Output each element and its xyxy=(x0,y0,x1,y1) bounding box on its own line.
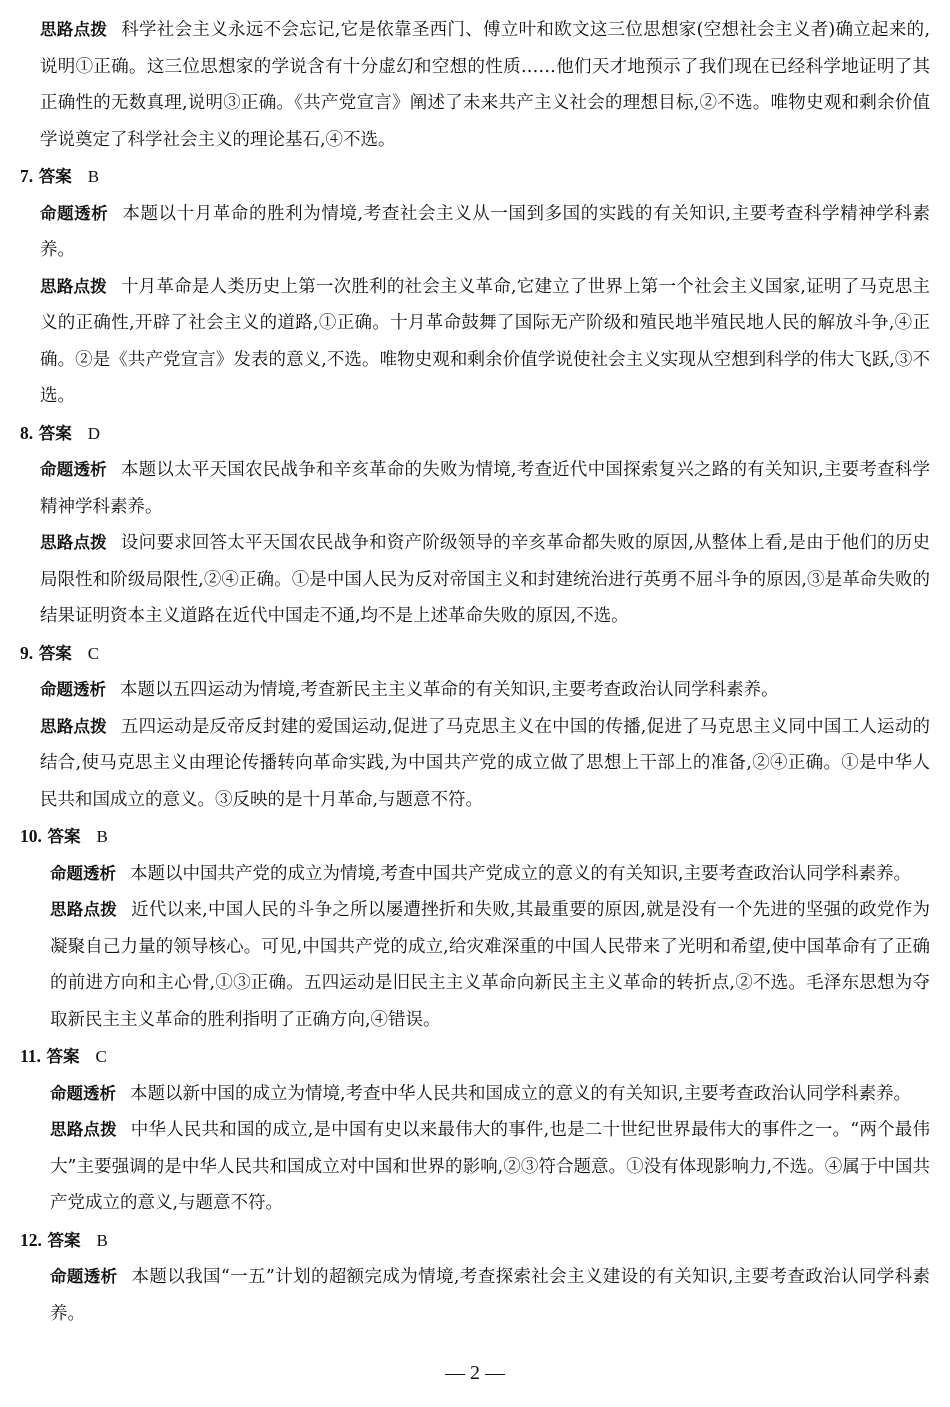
question-number: 8. xyxy=(20,422,34,443)
intent-label: 命题透析 xyxy=(40,203,109,223)
q11-intent-paragraph xyxy=(20,1076,930,1113)
intent-text: 本题以十月革命的胜利为情境,考查社会主义从一国到多国的实践的有关知识,主要考查科学精神学科素养。 xyxy=(40,203,930,260)
q7-answer-row xyxy=(20,158,930,196)
question-number: 7. xyxy=(20,166,34,186)
intent-text: 本题以我国“一五”计划的超额完成为情境,考查探索社会主义建设的有关知识,主要考查政治认同学科素养。 xyxy=(50,1267,931,1324)
q11-answer-row xyxy=(20,1038,930,1076)
answer-value: B xyxy=(96,1230,108,1250)
answer-label: 答案 xyxy=(38,423,72,443)
q8-think-paragraph xyxy=(20,525,930,635)
q10-answer-row xyxy=(20,818,930,856)
think-label: 思路点拨 xyxy=(50,1120,117,1139)
question-number: 12. xyxy=(20,1229,42,1250)
q9-answer-row xyxy=(20,635,930,673)
think-label: 思路点拨 xyxy=(40,716,107,736)
think-text: 近代以来,中国人民的斗争之所以屡遭挫折和失败,其最重要的原因,就是没有一个先进的坚强的政党作为凝聚自己力量的领导核心。可见,中国共产党的成立,给灾难深重的中国人民带来了光明和希望,使中国革命有了正确的前进方向和主心骨,①③正确。五四运动是旧民主主义革命向新民主主义革命的转折点,②不选。毛泽东思想为夺取新民主主义革命的胜利指明了正确方向,④错误。 xyxy=(50,900,931,1030)
think-text: 设问要求回答太平天国农民战争和资产阶级领导的辛亥革命都失败的原因,从整体上看,是由于他们的历史局限性和阶级局限性,②④正确。①是中国人民为反对帝国主义和封建统治进行英勇不屈斗争的原因,③是革命失败的结果证明资本主义道路在近代中国走不通,均不是上述革命失败的原因,不选。 xyxy=(40,533,931,626)
answer-value: B xyxy=(87,167,100,186)
think-text: 中华人民共和国的成立,是中国有史以来最伟大的事件,也是二十世纪世界最伟大的事件之一。“两个最伟大”主要强调的是中华人民共和国成立对中国和世界的影响,②③符合题意。①没有体现影响力,不选。④属于中国共产党成立的意义,与题意不符。 xyxy=(50,1120,930,1213)
think-label: 思路点拨 xyxy=(40,276,107,296)
answer-value: B xyxy=(96,827,108,846)
q12-intent-paragraph xyxy=(20,1259,930,1332)
answer-label: 答案 xyxy=(38,167,72,186)
think-text: 十月革命是人类历史上第一次胜利的社会主义革命,它建立了世界上第一个社会主义国家,证明了马克思主义的正确性,开辟了社会主义的道路,①正确。十月革命鼓舞了国际无产阶级和殖民地半殖民地人民的解放斗争,④正确。②是《共产党宣言》发表的意义,不选。唯物史观和剩余价值学说使社会主义实现从空想到科学的伟大飞跃,③不选。 xyxy=(40,276,931,406)
q9-intent-paragraph xyxy=(20,672,930,709)
think-label: 思路点拨 xyxy=(40,533,107,552)
question-number: 11. xyxy=(20,1046,41,1066)
answer-value: C xyxy=(87,643,100,663)
q8-intent-paragraph xyxy=(20,452,930,525)
think-text: 科学社会主义永远不会忘记,它是依靠圣西门、傅立叶和欧文这三位思想家(空想社会主义者)确立起来的,说明①正确。这三位思想家的学说含有十分虚幻和空想的性质……他们天才地预示了我们现在已经科学地证明了其正确性的无数真理,说明③正确。《共产党宣言》阐述了未来共产主义社会的理想目标,②不选。唯物史观和剩余价值学说奠定了科学社会主义的理论基石,④不选。 xyxy=(40,20,931,150)
page-number: — 2 — xyxy=(445,1362,505,1384)
answer-value: C xyxy=(95,1047,107,1066)
q7-think-paragraph xyxy=(20,269,930,415)
intent-label: 命题透析 xyxy=(50,1267,118,1286)
q11-think-paragraph xyxy=(20,1112,930,1222)
intent-label: 命题透析 xyxy=(40,460,107,479)
intent-label: 命题透析 xyxy=(40,680,106,699)
intent-text: 本题以五四运动为情境,考查新民主主义革命的有关知识,主要考查政治认同学科素养。 xyxy=(120,680,779,700)
q7-intent-paragraph xyxy=(20,196,930,269)
answer-label: 答案 xyxy=(47,1230,81,1250)
q6-think-paragraph xyxy=(20,12,930,158)
think-label: 思路点拨 xyxy=(40,20,108,39)
think-text: 五四运动是反帝反封建的爱国运动,促进了马克思主义在中国的传播,促进了马克思主义同中国工人运动的结合,使马克思主义由理论传播转向革命实践,为中国共产党的成立做了思想上干部上的准备,②④正确。①是中华人民共和国成立的意义。③反映的是十月革命,与题意不符。 xyxy=(40,716,931,810)
q12-answer-row xyxy=(20,1222,930,1260)
q10-intent-paragraph xyxy=(20,856,930,893)
intent-label: 命题透析 xyxy=(50,1083,116,1103)
answer-label: 答案 xyxy=(47,827,81,846)
answer-label: 答案 xyxy=(46,1047,80,1066)
q9-think-paragraph xyxy=(20,709,930,819)
q10-think-paragraph xyxy=(20,892,930,1038)
intent-text: 本题以太平天国农民战争和辛亥革命的失败为情境,考查近代中国探索复兴之路的有关知识,主要考查科学精神学科素养。 xyxy=(40,460,931,517)
think-label: 思路点拨 xyxy=(50,900,118,919)
answer-value: D xyxy=(87,423,100,443)
question-number: 9. xyxy=(20,642,34,663)
intent-label: 命题透析 xyxy=(50,863,116,883)
answer-label: 答案 xyxy=(38,643,72,663)
intent-text: 本题以新中国的成立为情境,考查中华人民共和国成立的意义的有关知识,主要考查政治认同学科素养。 xyxy=(130,1083,912,1104)
question-number: 10. xyxy=(20,826,42,846)
q8-answer-row xyxy=(20,415,930,453)
intent-text: 本题以中国共产党的成立为情境,考查中国共产党成立的意义的有关知识,主要考查政治认同学科素养。 xyxy=(130,863,912,884)
